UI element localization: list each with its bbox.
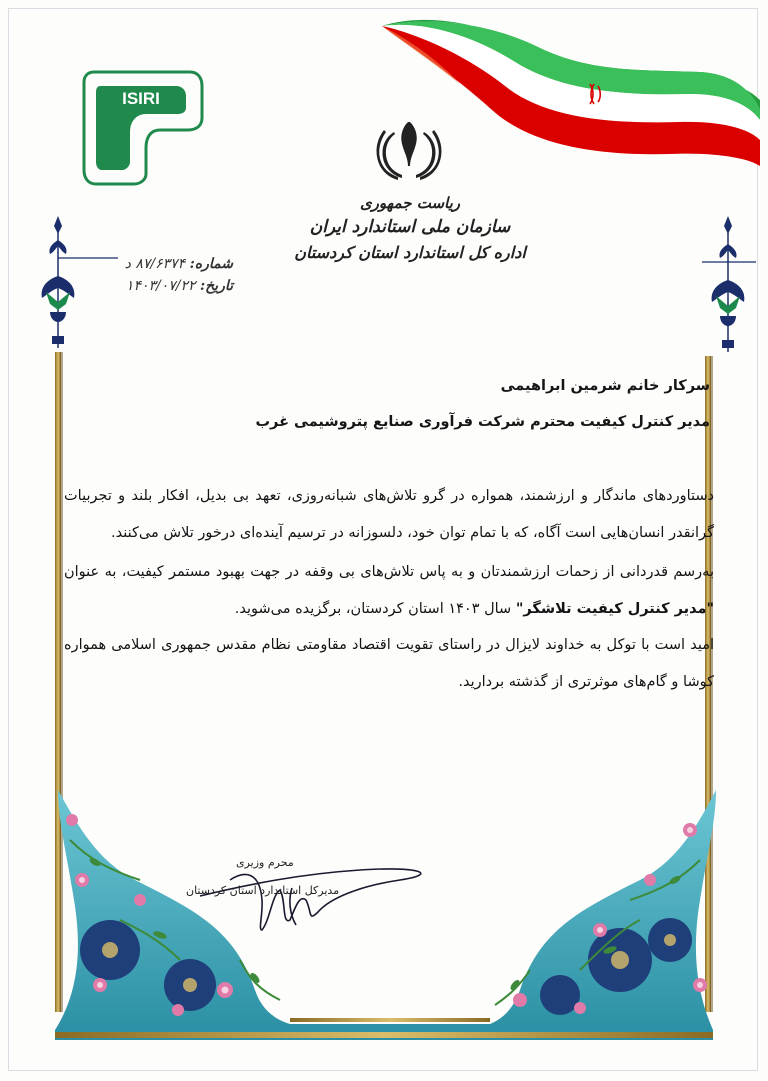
- award-title: "مدیر کنترل کیفیت تلاشگر": [515, 600, 714, 617]
- body-paragraph-3: امید است با توکل به خداوند لایزال در راستای تقویت اقتصاد مقاومتی نظام مقدس جمهوری اسلامی همواره کوشا و گام‌های موثرتری از گذشته بردارید.: [64, 637, 714, 690]
- letter-number-value: ۸۷/۶۳۷۴ د: [124, 256, 186, 272]
- body-paragraph-2: [64, 554, 714, 627]
- signatory-title: مدیرکل استاندارد استان کردستان: [186, 884, 340, 897]
- letter-date-value: ۱۴۰۳/۰۷/۲۲: [125, 278, 196, 294]
- isiri-logo: [84, 72, 202, 184]
- letter-date-label: تاریخ:: [199, 278, 233, 294]
- body-paragraph-1: دستاوردهای ماندگار و ارزشمند، همواره در گرو تلاش‌های شبانه‌روزی، تعهد بی بدیل، افکار بلند و تجربیات گرانقدر انسان‌هایی است آگاه، که با تمام توان خود، دلسوزانه در ترسیم آینده‌ای درخور تلاش می‌کنند.: [64, 488, 714, 541]
- letter-date-row: [108, 275, 233, 297]
- issuer-header: [290, 192, 530, 266]
- addressee-block: [150, 368, 710, 440]
- signatory-name: محرم وزیری: [236, 856, 294, 869]
- header-line-3: اداره کل استاندارد استان کردستان: [294, 243, 526, 262]
- letter-body: [64, 478, 714, 700]
- isiri-logo-lettering: ISIRI: [122, 89, 160, 108]
- iran-emblem: [377, 122, 442, 180]
- handwritten-signature: [200, 869, 421, 930]
- letter-meta: [108, 253, 233, 297]
- letter-number-row: [108, 253, 233, 275]
- body-paragraph-2-start: به‌رسم قدردانی از زحمات ارزشمندتان و به پاس تلاش‌های بی وقفه در جهت بهبود مستمر کیفیت، به عنوان: [64, 564, 714, 580]
- addressee-position: مدیر کنترل کیفیت محترم شرکت فرآوری صنایع پتروشیمی غرب: [255, 414, 710, 430]
- bottom-floral-border: [55, 790, 716, 1040]
- header-line-1: ریاست جمهوری: [359, 194, 461, 212]
- body-paragraph-2-end: سال ۱۴۰۳ استان کردستان، برگزیده می‌شوید.: [234, 600, 516, 617]
- letter-number-label: شماره:: [189, 256, 233, 272]
- addressee-name: سرکار خانم شرمین ابراهیمی: [500, 378, 710, 394]
- header-line-2: سازمان ملی استاندارد ایران: [309, 217, 511, 237]
